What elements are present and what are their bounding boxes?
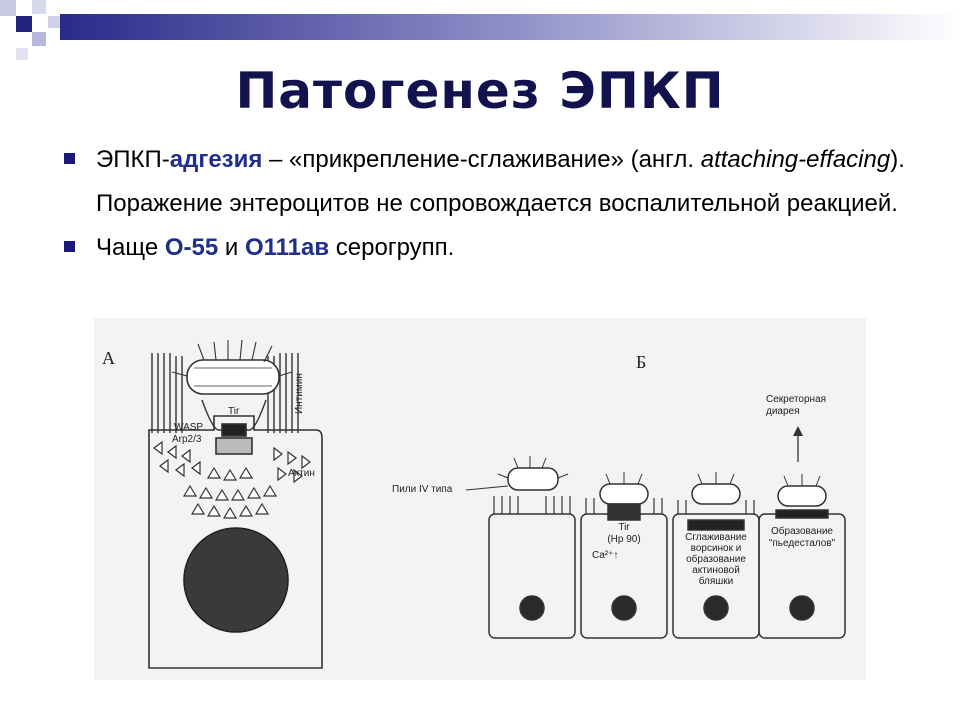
deco-square	[0, 0, 16, 16]
bacterium	[778, 486, 826, 506]
bacterium	[692, 484, 740, 504]
bullet-marker	[64, 153, 75, 164]
bacterium	[508, 468, 558, 490]
deco-square	[16, 16, 32, 32]
bullet-list	[62, 138, 922, 270]
bullet-text: – «прикрепление-сглаживание» (англ.	[262, 146, 701, 173]
bullet-text: Чаще	[96, 234, 165, 261]
label-cell4-line1: Образование	[771, 526, 833, 537]
wasp-arp-complex	[216, 438, 252, 454]
bullet-serogroups	[62, 226, 922, 270]
bullet-adhesion	[62, 138, 922, 226]
label-arp: Arp2/3	[172, 434, 202, 445]
bacterium	[600, 484, 648, 504]
label-cell3-line4: актиновой	[692, 565, 740, 576]
nucleus	[790, 596, 814, 620]
panel-b-letter: Б	[636, 352, 647, 372]
deco-square	[16, 48, 28, 60]
bullet-text: серогрупп.	[329, 234, 455, 261]
label-cell3-line1: Сглаживание	[685, 532, 747, 543]
nucleus	[704, 596, 728, 620]
bullet-text: и	[218, 234, 245, 261]
pili-pointer	[466, 486, 508, 490]
label-cell2-tir: Tir	[618, 522, 630, 533]
english-term: attaching-effacing	[700, 146, 891, 173]
label-intimin: Интимин	[294, 373, 305, 414]
deco-square	[48, 16, 60, 28]
label-cell2-hp90: (Hp 90)	[607, 534, 641, 545]
label-secretory-2: диарея	[766, 406, 800, 417]
tir-attachment	[608, 504, 640, 520]
serogroup-o111: О111ав	[244, 234, 330, 261]
deco-square	[32, 0, 46, 14]
label-cell2-calcium: Ca²⁺↑	[592, 550, 619, 561]
label-secretory-1: Секреторная	[766, 394, 827, 405]
label-actin: Актин	[288, 468, 315, 479]
nucleus	[184, 528, 288, 632]
label-tir: Tir	[228, 406, 240, 417]
label-cell3-line5: бляшки	[698, 576, 734, 587]
bullet-marker	[64, 241, 75, 252]
panel-a-letter: А	[102, 348, 115, 368]
highlight-term: адгезия	[169, 146, 263, 173]
bullet-text: ЭПКП-	[96, 146, 170, 173]
tir-block	[222, 424, 246, 436]
pathogenesis-figure	[94, 318, 866, 680]
label-cell4-line2: "пьедесталов"	[768, 538, 836, 549]
label-cell3-line2: ворсинок и	[690, 543, 742, 554]
deco-square	[32, 32, 46, 46]
label-cell3-line3: образование	[686, 554, 746, 565]
figure-drawing	[94, 318, 866, 680]
serogroup-o55: О-55	[164, 234, 219, 261]
bullet-text: ). Поражение энтероцитов не сопровождается воспалительной реакцией.	[96, 146, 905, 217]
bacterium	[187, 360, 279, 394]
header-decoration	[0, 0, 960, 60]
pedestal-plaque	[776, 510, 828, 518]
header-gradient-bar	[60, 14, 960, 40]
actin-plaque	[688, 520, 744, 530]
label-wasp: WASP	[174, 422, 204, 433]
label-pili: Пили IV типа	[392, 484, 453, 495]
nucleus	[520, 596, 544, 620]
nucleus	[612, 596, 636, 620]
slide-title: Патогенез ЭПКП	[235, 62, 725, 120]
